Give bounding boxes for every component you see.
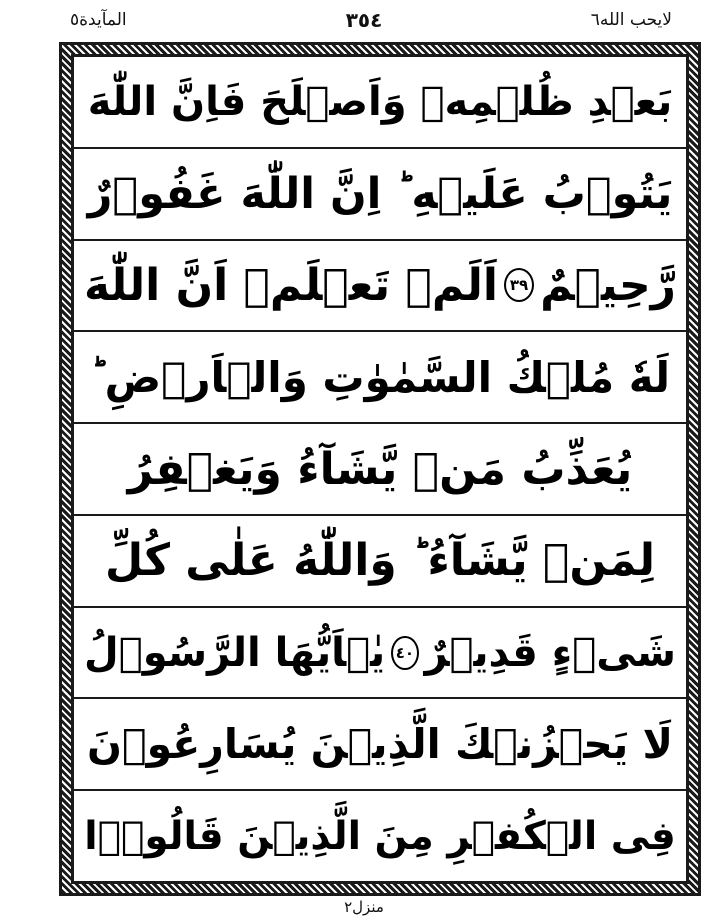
verse-line-4 (74, 332, 686, 424)
verse-text: شَىۡءٍ قَدِيۡرٌ (424, 629, 676, 676)
verse-line-2 (74, 149, 686, 241)
verse-text: يُعَذِّبُ مَنۡ يَّشَآءُ وَيَغۡفِرُ (127, 443, 633, 495)
ayah-number-marker: ٣٩ (504, 268, 534, 302)
page-number: ٣٥٤ (345, 8, 383, 32)
verse-text: لَا يَحۡزُنۡكَ الَّذِيۡنَ يُسَارِعُوۡنَ (86, 720, 674, 769)
decorative-border (59, 42, 701, 896)
verse-text: بَعۡدِ ظُلۡمِهٖ وَاَصۡلَحَ فَاِنَّ اللّٰهَ (87, 78, 673, 125)
verse-line-9 (74, 791, 686, 881)
manzil-footer: منزل٢ (344, 898, 384, 916)
verse-text: لِمَنۡ يَّشَآءُ ؕ وَاللّٰهُ عَلٰى كُلِّ (105, 535, 655, 587)
surah-name-header: المآيدة٥ (70, 10, 127, 30)
verse-line-3 (74, 241, 686, 333)
page-header (0, 6, 728, 36)
verse-text: اَلَمۡ تَعۡلَمۡ اَنَّ اللّٰهَ (84, 259, 498, 311)
verse-text: يٰۤاَيُّهَا الرَّسُوۡلُ (84, 629, 386, 676)
verse-line-8 (74, 699, 686, 791)
verse-text: لَهٗ مُلۡكُ السَّمٰوٰتِ وَالۡاَرۡضِ ؕ (90, 352, 670, 402)
verse-line-1 (74, 57, 686, 149)
border-pattern (62, 45, 698, 893)
verse-text: فِى الۡكُفۡرِ مِنَ الَّذِيۡنَ قَالُوۡۤا (84, 813, 676, 859)
juz-name-header: لايحب الله٦ (590, 10, 672, 30)
ayah-number-marker: ٤٠ (391, 636, 418, 670)
verse-line-5 (74, 424, 686, 516)
text-frame (71, 54, 689, 884)
verse-lines (74, 57, 686, 881)
verse-line-7 (74, 608, 686, 700)
verse-line-6 (74, 516, 686, 608)
verse-text: يَتُوۡبُ عَلَيۡهِ ؕ اِنَّ اللّٰهَ غَفُوۡرٌ (87, 168, 673, 219)
verse-text: رَّحِيۡمٌ (540, 259, 676, 311)
